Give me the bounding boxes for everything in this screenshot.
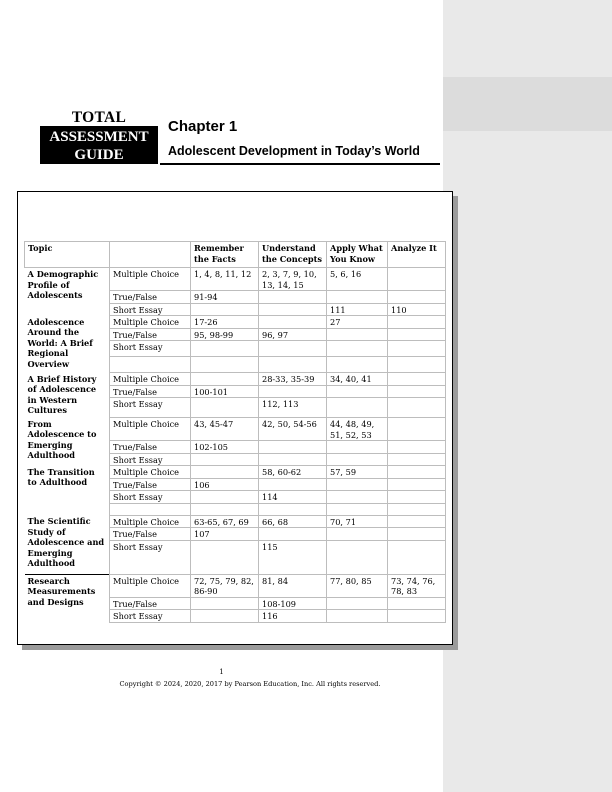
table-header-row — [25, 242, 446, 268]
remember-cell — [191, 373, 259, 386]
apply-cell — [327, 540, 388, 574]
analyze-cell — [388, 268, 446, 291]
topic-cell: A Brief History of Adolescence in Western Cultures — [27, 373, 97, 415]
question-type: True/False — [110, 385, 191, 398]
header-remember: Remember the Facts — [191, 242, 259, 268]
analyze-cell — [388, 503, 446, 515]
analyze-cell — [388, 515, 446, 528]
question-type: Short Essay — [110, 303, 191, 316]
apply-cell: 44, 48, 49, 51, 52, 53 — [327, 418, 388, 441]
page-number: 1 — [219, 668, 224, 676]
remember-cell: 100-101 — [191, 385, 259, 398]
understand-cell: 2, 3, 7, 9, 10, 13, 14, 15 — [259, 268, 327, 291]
understand-cell — [259, 291, 327, 304]
question-type: Short Essay — [110, 453, 191, 466]
apply-cell: 57, 59 — [327, 466, 388, 479]
question-type: True/False — [110, 528, 191, 541]
remember-cell: 107 — [191, 528, 259, 541]
comment-box — [443, 77, 612, 131]
understand-cell: 28-33, 35-39 — [259, 373, 327, 386]
remember-cell: 91-94 — [191, 291, 259, 304]
understand-cell — [259, 478, 327, 491]
remember-cell: 95, 98-99 — [191, 328, 259, 341]
apply-cell: 27 — [327, 316, 388, 329]
apply-cell — [327, 385, 388, 398]
badge-line-guide: GUIDE — [74, 147, 124, 163]
title-rule — [160, 163, 440, 165]
question-type: Multiple Choice — [110, 418, 191, 441]
apply-cell — [327, 478, 388, 491]
understand-cell — [259, 303, 327, 316]
apply-cell — [327, 328, 388, 341]
analyze-cell — [388, 540, 446, 574]
topic-cell: The Transition to Adulthood — [27, 466, 95, 487]
remember-cell: 1, 4, 8, 11, 12 — [191, 268, 259, 291]
copyright-notice: Copyright © 2024, 2020, 2017 by Pearson Education, Inc. All rights reserved. — [119, 680, 381, 688]
understand-cell: 58, 60-62 — [259, 466, 327, 479]
analyze-cell — [388, 398, 446, 418]
apply-cell — [327, 291, 388, 304]
understand-cell — [259, 441, 327, 454]
analyze-cell — [388, 328, 446, 341]
question-type: True/False — [110, 597, 191, 610]
apply-cell — [327, 441, 388, 454]
remember-cell — [191, 491, 259, 504]
question-type: Short Essay — [110, 398, 191, 418]
analyze-cell — [388, 441, 446, 454]
question-type: Short Essay — [110, 540, 191, 574]
understand-cell — [259, 357, 327, 373]
table-row — [25, 574, 446, 597]
topic-cell: A Demographic Profile of Adolescents — [27, 269, 99, 300]
question-type: True/False — [110, 441, 191, 454]
analyze-cell — [388, 466, 446, 479]
header-type — [110, 242, 191, 268]
apply-cell — [327, 503, 388, 515]
badge-assessment-guide — [40, 126, 158, 164]
remember-cell — [191, 610, 259, 623]
understand-cell: 96, 97 — [259, 328, 327, 341]
topic-cell: The Scientific Study of Adolescence and Emerging Adulthood — [27, 516, 105, 568]
understand-cell — [259, 385, 327, 398]
question-type: Multiple Choice — [110, 574, 191, 597]
understand-cell: 81, 84 — [259, 574, 327, 597]
analyze-cell — [388, 453, 446, 466]
table-row — [25, 515, 446, 528]
header-apply: Apply What You Know — [327, 242, 388, 268]
remember-cell — [191, 357, 259, 373]
question-type: Short Essay — [110, 491, 191, 504]
question-type: Short Essay — [110, 341, 191, 357]
badge-line-assessment: ASSESSMENT — [49, 129, 149, 145]
remember-cell — [191, 540, 259, 574]
apply-cell — [327, 341, 388, 357]
question-type: Short Essay — [110, 610, 191, 623]
remember-cell — [191, 453, 259, 466]
question-type: Multiple Choice — [110, 268, 191, 291]
header-topic: Topic — [25, 242, 110, 268]
question-type — [110, 503, 191, 515]
analyze-cell — [388, 418, 446, 441]
analyze-cell: 73, 74, 76, 78, 83 — [388, 574, 446, 597]
table-row — [25, 268, 446, 291]
analyze-cell: 110 — [388, 303, 446, 316]
apply-cell: 70, 71 — [327, 515, 388, 528]
analyze-cell — [388, 491, 446, 504]
understand-cell — [259, 453, 327, 466]
understand-cell — [259, 528, 327, 541]
assessment-table — [24, 241, 446, 623]
remember-cell — [191, 341, 259, 357]
question-type: True/False — [110, 478, 191, 491]
remember-cell: 43, 45-47 — [191, 418, 259, 441]
chapter-title: Chapter 1 — [168, 118, 238, 135]
remember-cell: 106 — [191, 478, 259, 491]
understand-cell: 114 — [259, 491, 327, 504]
topic-cell: Research Measurements and Designs — [27, 575, 96, 607]
question-type: True/False — [110, 328, 191, 341]
apply-cell — [327, 597, 388, 610]
remember-cell — [191, 466, 259, 479]
question-type — [110, 357, 191, 373]
apply-cell: 111 — [327, 303, 388, 316]
analyze-cell — [388, 610, 446, 623]
badge-total: TOTAL — [71, 109, 127, 126]
apply-cell — [327, 610, 388, 623]
question-type: Multiple Choice — [110, 515, 191, 528]
remember-cell: 72, 75, 79, 82, 86-90 — [191, 574, 259, 597]
understand-cell: 42, 50, 54-56 — [259, 418, 327, 441]
analyze-cell — [388, 597, 446, 610]
understand-cell — [259, 341, 327, 357]
remember-cell: 102-105 — [191, 441, 259, 454]
analyze-cell — [388, 478, 446, 491]
understand-cell — [259, 316, 327, 329]
apply-cell — [327, 357, 388, 373]
analyze-cell — [388, 357, 446, 373]
header-understand: Understand the Concepts — [259, 242, 327, 268]
question-type: Multiple Choice — [110, 373, 191, 386]
apply-cell — [327, 398, 388, 418]
understand-cell: 116 — [259, 610, 327, 623]
table-row — [25, 316, 446, 329]
analyze-cell — [388, 291, 446, 304]
chapter-subtitle: Adolescent Development in Today’s World — [168, 144, 420, 158]
question-type: Multiple Choice — [110, 316, 191, 329]
remember-cell — [191, 597, 259, 610]
topic-cell: Adolescence Around the World: A Brief Regional Overview — [27, 316, 93, 369]
topic-cell: From Adolescence to Emerging Adulthood — [27, 418, 97, 460]
table-row — [25, 373, 446, 386]
table-row — [25, 418, 446, 441]
understand-cell: 66, 68 — [259, 515, 327, 528]
understand-cell: 112, 113 — [259, 398, 327, 418]
remember-cell — [191, 398, 259, 418]
apply-cell: 34, 40, 41 — [327, 373, 388, 386]
apply-cell — [327, 453, 388, 466]
remember-cell: 63-65, 67, 69 — [191, 515, 259, 528]
analyze-cell — [388, 373, 446, 386]
header-analyze: Analyze It — [388, 242, 446, 268]
question-type: True/False — [110, 291, 191, 304]
apply-cell — [327, 491, 388, 504]
remember-cell — [191, 503, 259, 515]
analyze-cell — [388, 316, 446, 329]
apply-cell: 5, 6, 16 — [327, 268, 388, 291]
remember-cell — [191, 303, 259, 316]
apply-cell: 77, 80, 85 — [327, 574, 388, 597]
understand-cell: 115 — [259, 540, 327, 574]
analyze-cell — [388, 385, 446, 398]
apply-cell — [327, 528, 388, 541]
analyze-cell — [388, 341, 446, 357]
remember-cell: 17-26 — [191, 316, 259, 329]
table-row — [25, 466, 446, 479]
analyze-cell — [388, 528, 446, 541]
understand-cell: 108-109 — [259, 597, 327, 610]
question-type: Multiple Choice — [110, 466, 191, 479]
understand-cell — [259, 503, 327, 515]
